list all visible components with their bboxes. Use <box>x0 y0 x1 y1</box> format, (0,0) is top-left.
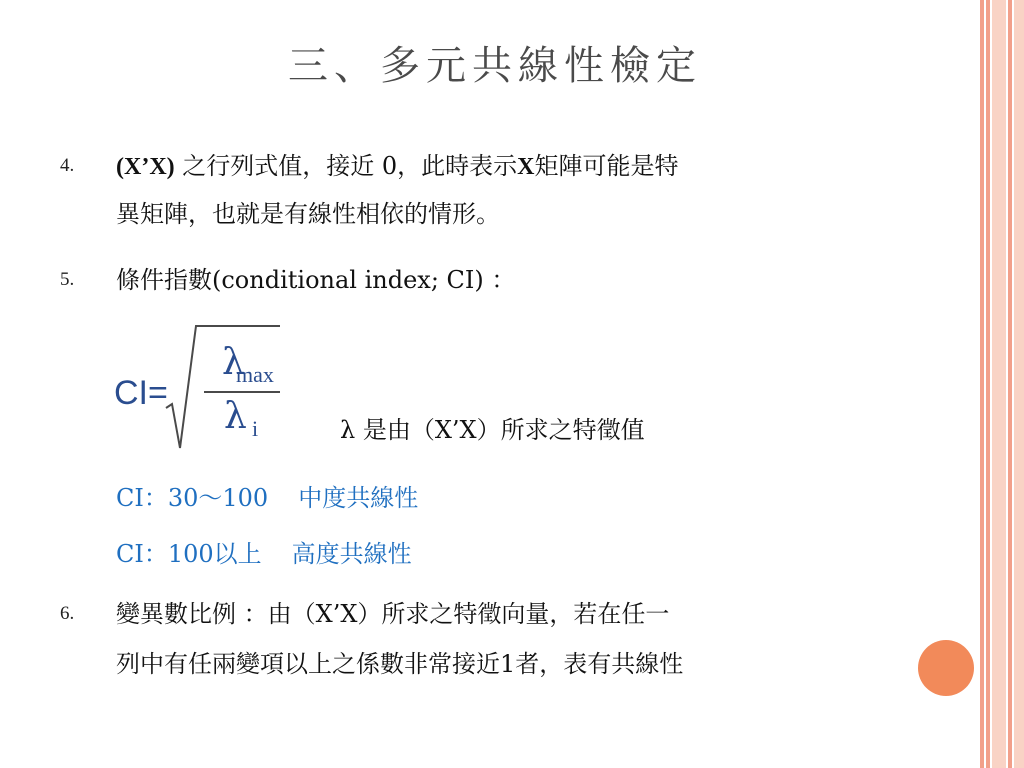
formula-max-subscript: max <box>236 362 274 387</box>
ci-range-2 <box>116 534 412 569</box>
ci-range-label: CI：30～100 <box>116 484 269 512</box>
ci-range-meaning: 中度共線性 <box>298 484 419 512</box>
list-item-5 <box>60 262 940 302</box>
lambda-note: λ 是由（X’X）所求之特徵值 <box>340 416 645 444</box>
decor-stripe-4 <box>1008 0 1012 768</box>
item-number: 4. <box>60 155 75 176</box>
item-4-suffix: 矩陣可能是特 <box>534 152 679 180</box>
item-number: 6. <box>60 603 75 624</box>
decor-stripe-3 <box>992 0 1006 768</box>
item-4-text: 之行列式值，接近 0，此時表示 <box>174 152 518 180</box>
list-item-6 <box>60 596 940 686</box>
item-number: 5. <box>60 269 75 290</box>
decor-stripe-2 <box>986 0 990 768</box>
item-4-line-2: 異矩陣，也就是有線性相依的情形。 <box>116 200 500 228</box>
ci-range-meaning: 高度共線性 <box>291 540 412 568</box>
ci-formula <box>112 316 292 456</box>
formula-i-subscript: i <box>252 416 259 441</box>
list-item-4 <box>60 148 940 228</box>
formula-lambda-i: λ <box>224 396 247 437</box>
ci-range-label: CI：100以上 <box>116 540 262 568</box>
matrix-x: X <box>517 154 535 180</box>
matrix-xtx: (X’X) <box>116 154 175 180</box>
decor-stripe-5 <box>1014 0 1024 768</box>
formula-ci-label: CI= <box>114 374 168 412</box>
decor-circle <box>918 640 974 696</box>
item-6-line-2: 列中有任兩變項以上之係數非常接近1者，表有共線性 <box>116 650 684 678</box>
item-6-line-1: 變異數比例 ：由（X’X）所求之特徵向量，若在任一 <box>116 600 670 628</box>
item-4-line-1 <box>116 148 679 185</box>
slide-title: 三、多元共線性檢定 <box>288 43 702 89</box>
ci-range-1 <box>116 478 418 513</box>
item-5-text: 條件指數(conditional index; CI) ： <box>116 266 516 294</box>
decor-stripe-1 <box>980 0 984 768</box>
formula-lambda-max: λ <box>222 342 245 383</box>
